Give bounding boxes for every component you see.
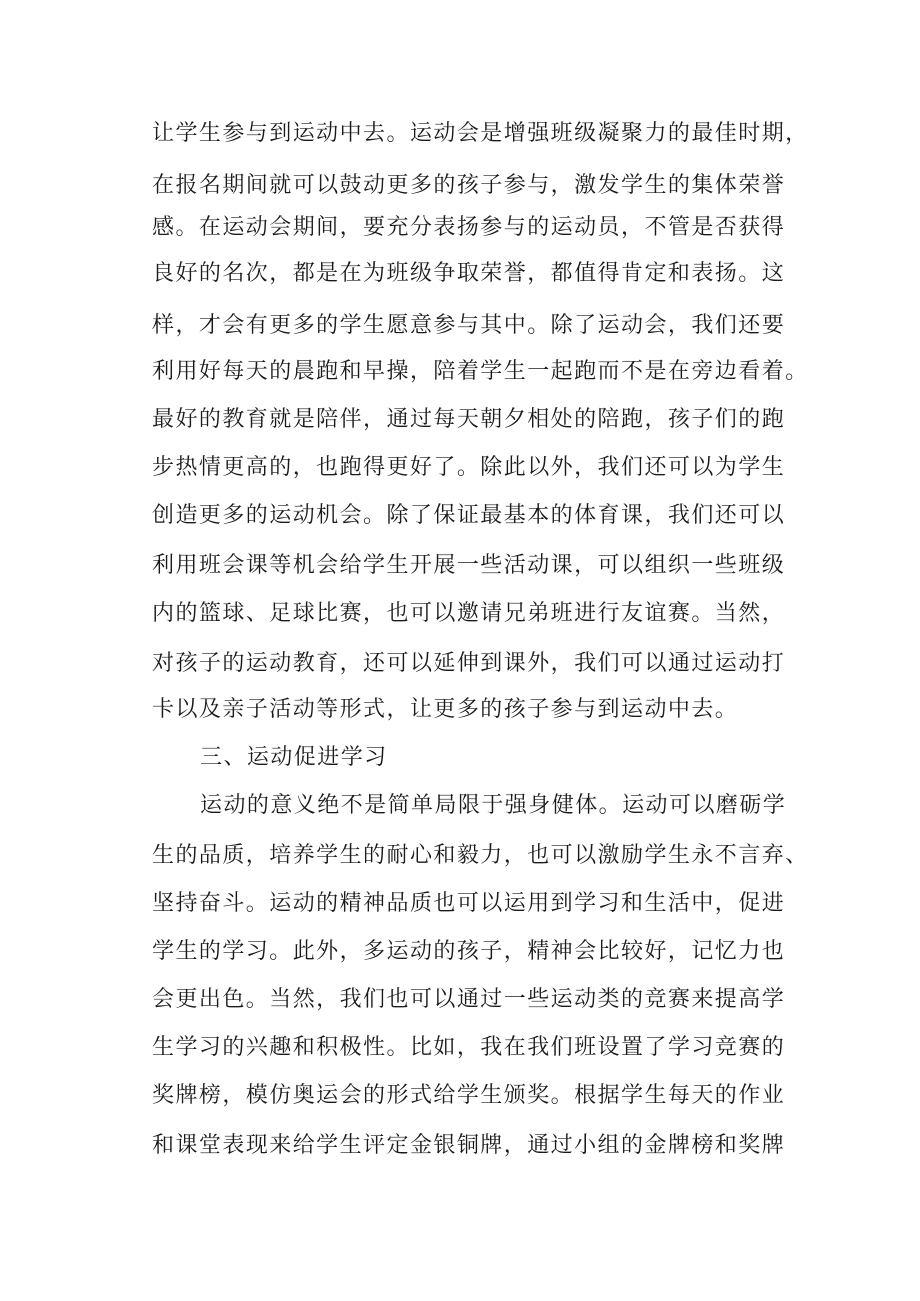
paragraph-line: 会更出色。当然，我们也可以通过一些运动类的竞赛来提高学 bbox=[152, 987, 786, 1012]
paragraph-line: 学生的学习。此外，多运动的孩子，精神会比较好，记忆力也 bbox=[152, 939, 786, 964]
paragraph-line: 对孩子的运动教育，还可以延伸到课外，我们可以通过运动打 bbox=[152, 651, 786, 676]
paragraph-line: 和课堂表现来给学生评定金银铜牌，通过小组的金牌榜和奖牌 bbox=[152, 1133, 786, 1158]
paragraph-line: 生的品质，培养学生的耐心和毅力，也可以激励学生永不言弃、 bbox=[152, 843, 809, 868]
paragraph-line: 良好的名次，都是在为班级争取荣誉，都值得肯定和表扬。这 bbox=[152, 261, 786, 286]
paragraph-line: 内的篮球、足球比赛，也可以邀请兄弟班进行友谊赛。当然， bbox=[152, 601, 786, 626]
paragraph-line: 在报名期间就可以鼓动更多的孩子参与，激发学生的集体荣誉 bbox=[152, 173, 786, 198]
paragraph-line: 让学生参与到运动中去。运动会是增强班级凝聚力的最佳时期， bbox=[152, 121, 809, 146]
paragraph-line: 步热情更高的，也跑得更好了。除此以外，我们还可以为学生 bbox=[152, 455, 786, 480]
paragraph-line: 生学习的兴趣和积极性。比如，我在我们班设置了学习竞赛的 bbox=[152, 1035, 786, 1060]
paragraph-line: 利用班会课等机会给学生开展一些活动课，可以组织一些班级 bbox=[152, 553, 786, 578]
paragraph-line: 运动的意义绝不是简单局限于强身健体。运动可以磨砺学 bbox=[200, 793, 787, 818]
paragraph-line: 最好的教育就是陪伴，通过每天朝夕相处的陪跑，孩子们的跑 bbox=[152, 407, 786, 432]
paragraph-line: 利用好每天的晨跑和早操，陪着学生一起跑而不是在旁边看着。 bbox=[152, 359, 809, 384]
paragraph-line: 创造更多的运动机会。除了保证最基本的体育课，我们还可以 bbox=[152, 503, 786, 528]
paragraph-line: 感。在运动会期间，要充分表扬参与的运动员，不管是否获得 bbox=[152, 215, 786, 240]
paragraph-line: 卡以及亲子活动等形式，让更多的孩子参与到运动中去。 bbox=[152, 697, 739, 722]
section-heading: 三、运动促进学习 bbox=[200, 745, 388, 770]
paragraph-line: 奖牌榜，模仿奥运会的形式给学生颁奖。根据学生每天的作业 bbox=[152, 1083, 786, 1108]
paragraph-line: 样，才会有更多的学生愿意参与其中。除了运动会，我们还要 bbox=[152, 313, 786, 338]
paragraph-line: 坚持奋斗。运动的精神品质也可以运用到学习和生活中，促进 bbox=[152, 891, 786, 916]
